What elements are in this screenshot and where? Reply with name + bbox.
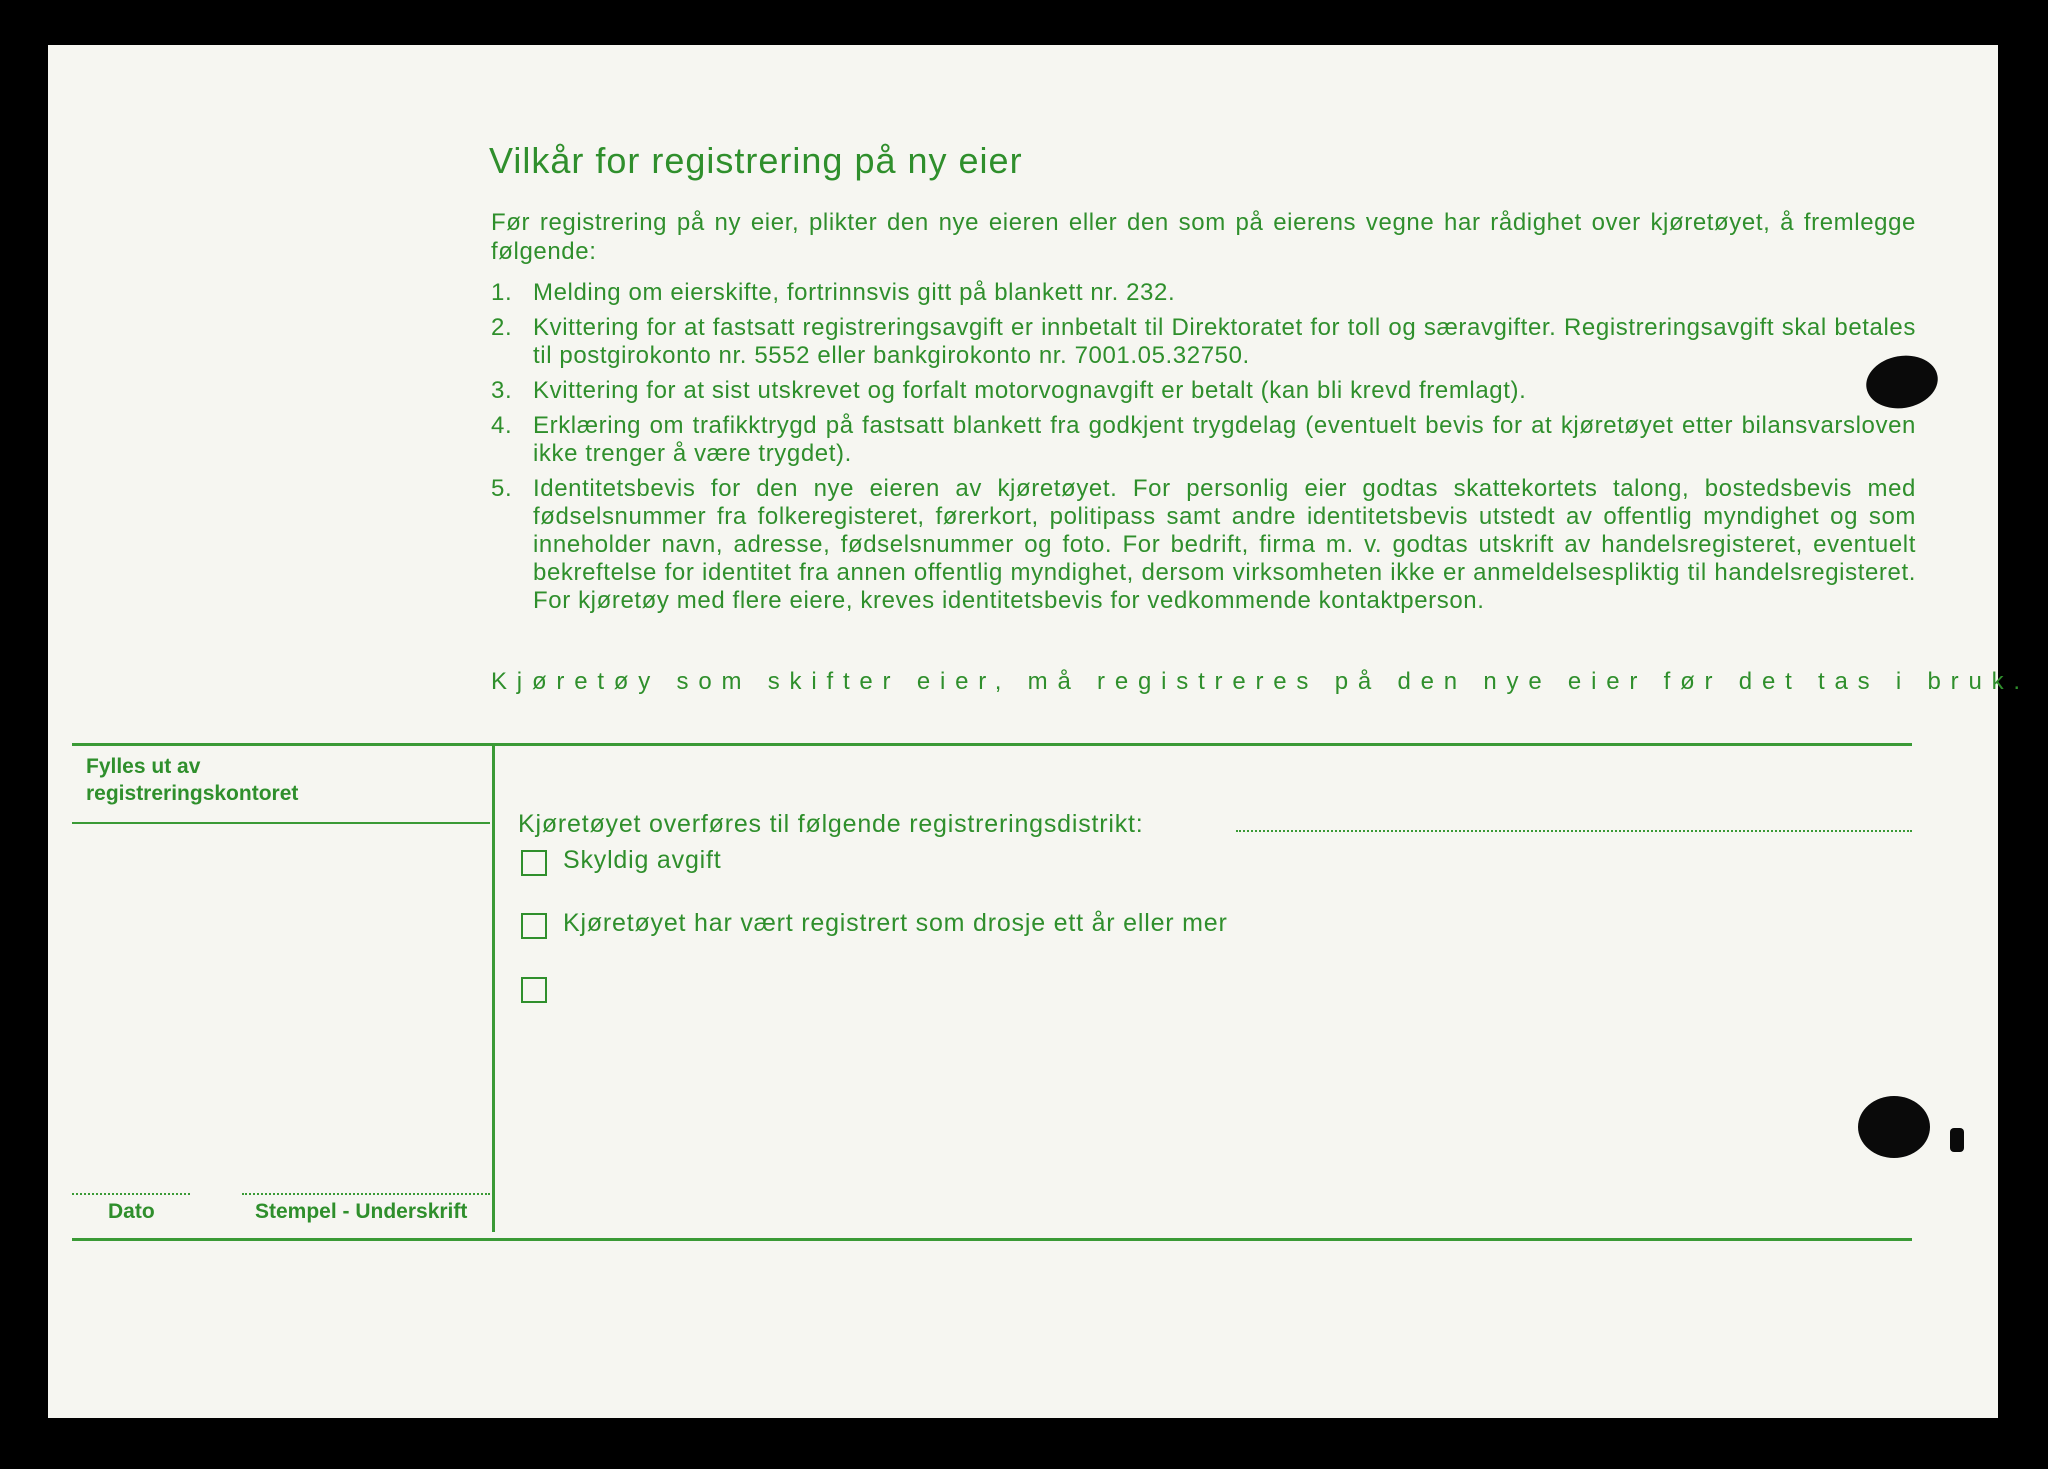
blank-checkbox[interactable] (521, 977, 547, 1003)
drosje-label: Kjøretøyet har vært registrert som drosje ett år eller mer (563, 909, 1228, 937)
ink-mark (1950, 1128, 1964, 1152)
office-heading-line2: registreringskontoret (86, 782, 299, 805)
condition-number: 3. (491, 377, 513, 404)
office-heading-rule (72, 822, 490, 824)
punch-hole (1858, 1096, 1930, 1158)
conditions-title: Vilkår for registrering på ny eier (489, 140, 1023, 181)
condition-item-3 (491, 377, 1916, 405)
condition-item-5 (491, 475, 1916, 643)
office-heading-line1: Fylles ut av (86, 755, 201, 778)
condition-item-1 (491, 279, 1916, 307)
condition-item-2 (491, 314, 1916, 370)
stamp-line (242, 1193, 490, 1195)
condition-text: Kvittering for at sist utskrevet og forfalt motorvognavgift er betalt (kan bli krevd fremlagt). (533, 377, 1527, 404)
form-bottom-rule (72, 1238, 1912, 1241)
stamp-label: Stempel - Underskrift (255, 1200, 468, 1223)
condition-text: Identitetsbevis for den nye eieren av kjøretøyet. For personlig eier godtas skattekortets talong, bostedsbevis med fødselsnummer fra folkeregisteret, førerkort, politipass samt andre identitetsbevis utstedt av offentlig myndighet og som inneholder navn, adresse, fødselsnummer og foto. For bedrift, firma m. v. godtas utskrift av handelsregisteret, eventuelt bekreftelse for identitet fra annen offentlig myndighet, dersom virksomheten ikke er anmeldelsespliktig til handelsregisteret. For kjøretøy med flere eiere, kreves identitetsbevis for vedkommende kontaktperson. (533, 475, 1916, 614)
skyldig-avgift-label: Skyldig avgift (563, 846, 722, 874)
condition-item-4 (491, 412, 1916, 468)
district-label: Kjøretøyet overføres til følgende registreringsdistrikt: (518, 810, 1144, 838)
district-field[interactable] (1236, 830, 1912, 832)
condition-number: 4. (491, 412, 513, 439)
condition-text: Kvittering for at fastsatt registreringsavgift er innbetalt til Direktoratet for toll og særavgifter. Registreringsavgift skal betales til postgirokonto nr. 5552 eller bankgirokonto nr. 7001.05.32750. (533, 314, 1916, 369)
date-line (72, 1193, 190, 1195)
skyldig-avgift-checkbox[interactable] (521, 850, 547, 876)
condition-text: Erklæring om trafikktrygd på fastsatt blankett fra godkjent trygdelag (eventuelt bevis for at kjøretøyet etter bilansvarsloven ikke trenger å være trygdet). (533, 412, 1916, 467)
condition-number: 1. (491, 279, 513, 306)
drosje-checkbox[interactable] (521, 913, 547, 939)
condition-text: Melding om eierskifte, fortrinnsvis gitt på blankett nr. 232. (533, 279, 1176, 306)
condition-number: 2. (491, 314, 513, 341)
usage-notice: Kjøretøy som skifter eier, må registreres på den nye eier før det tas i bruk. (491, 668, 2030, 695)
conditions-intro: Før registrering på ny eier, plikter den nye eieren eller den som på eierens vegne har rådighet over kjøretøyet, å fremlegge følgende: (491, 209, 1916, 265)
condition-number: 5. (491, 475, 513, 502)
date-label: Dato (108, 1200, 155, 1223)
form-divider (492, 746, 495, 1232)
form-top-rule (72, 743, 1912, 746)
